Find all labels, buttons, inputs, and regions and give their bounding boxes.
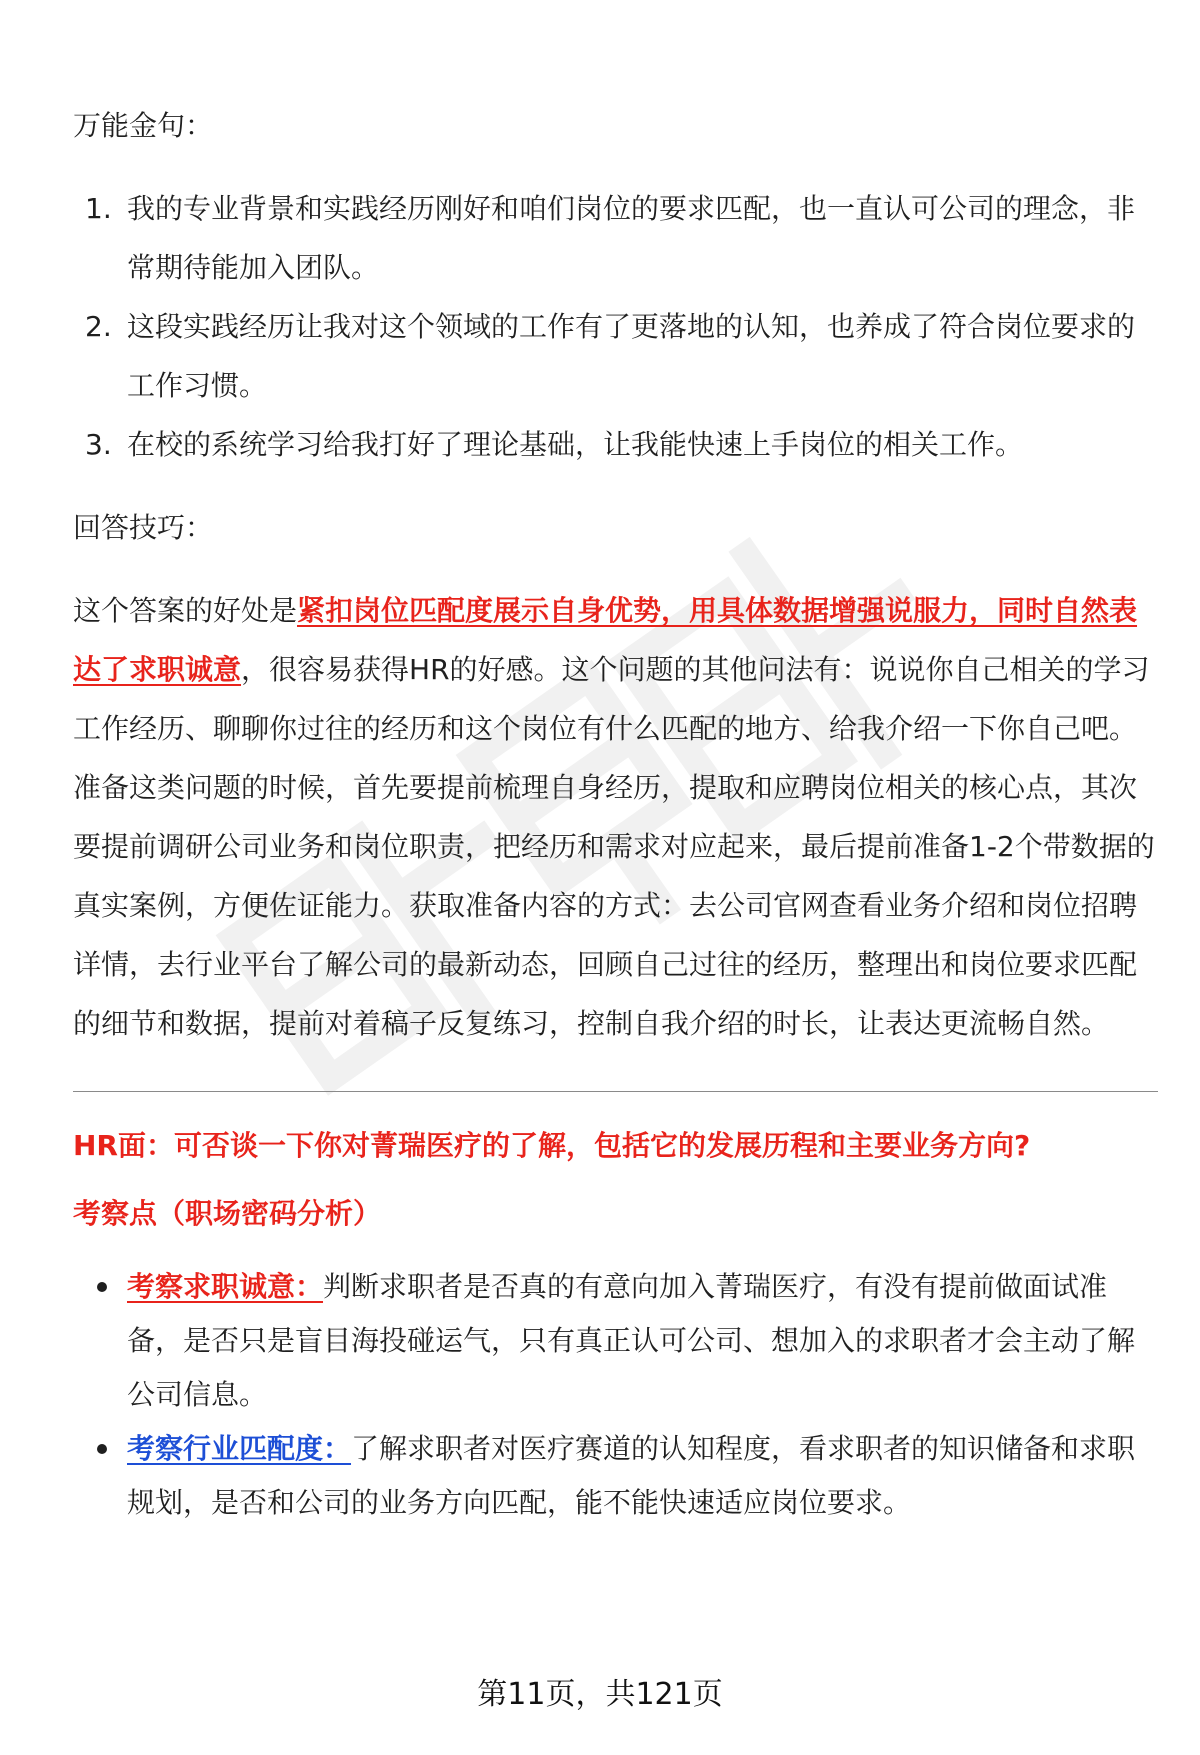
list-number: 3. xyxy=(85,428,112,461)
bullet-label: 考察行业匹配度： xyxy=(127,1432,352,1465)
interview-question: HR面：可否谈一下你对菁瑞医疗的了解，包括它的发展历程和主要业务方向? xyxy=(73,1129,1031,1162)
section-divider xyxy=(73,1091,1158,1092)
list-item-text: 我的专业背景和实践经历刚好和咱们岗位的要求匹配，也一直认可公司的理念，非常期待能加入团队。 xyxy=(127,192,1136,284)
analysis-list xyxy=(73,1260,1158,1530)
list-number: 1. xyxy=(85,192,112,225)
list-item xyxy=(73,297,1158,415)
list-item xyxy=(73,1260,1158,1422)
list-item xyxy=(73,179,1158,297)
phrases-list xyxy=(73,179,1158,474)
list-item-text: 在校的系统学习给我打好了理论基础，让我能快速上手岗位的相关工作。 xyxy=(127,428,1024,461)
page-number: 第11页，共121页 xyxy=(477,1677,723,1712)
bullet-icon xyxy=(97,1282,107,1292)
list-item-text: 这段实践经历让我对这个领域的工作有了更落地的认知，也养成了符合岗位要求的工作习惯。 xyxy=(127,310,1136,402)
tips-highlight: 紧扣岗位匹配度展示自身优势，用具体数据增强说服力，同时自然表达了求职诚意 xyxy=(73,594,1138,686)
bullet-text: 了解求职者对医疗赛道的认知程度，看求职者的知识储备和求职规划，是否和公司的业务方向匹配，能不能快速适应岗位要求。 xyxy=(127,1432,1136,1519)
bullet-text: 判断求职者是否真的有意向加入菁瑞医疗，有没有提前做面试准备，是否只是盲目海投碰运气，只有真正认可公司、想加入的求职者才会主动了解公司信息。 xyxy=(127,1270,1136,1411)
section-label-phrases: 万能金句： xyxy=(73,109,214,142)
list-item xyxy=(73,1422,1158,1530)
section-label-tips: 回答技巧： xyxy=(73,511,214,544)
list-item xyxy=(73,415,1158,474)
bullet-icon xyxy=(97,1444,107,1454)
tips-body: ，很容易获得HR的好感。这个问题的其他问法有：说说你自己相关的学习工作经历、聊聊你过往的经历和这个岗位有什么匹配的地方、给我介绍一下你自己吧。准备这类问题的时候，首先要提前梳理自身经历，提取和应聘岗位相关的核心点，其次要提前调研公司业务和岗位职责，把经历和需求对应起来，最后提前准备1-2个带数据的真实案例，方便佐证能力。获取准备内容的方式：去公司官网查看业务介绍和岗位招聘详情，去行业平台了解公司的最新动态，回顾自己过往的经历，整理出和岗位要求匹配的细节和数据，提前对着稿子反复练习，控制自我介绍的时长，让表达更流畅自然。 xyxy=(73,653,1155,1040)
tips-paragraph xyxy=(73,581,1158,1053)
list-number: 2. xyxy=(85,310,112,343)
tips-lead: 这个答案的好处是 xyxy=(73,594,298,627)
main-content xyxy=(73,96,1158,1530)
bullet-label: 考察求职诚意： xyxy=(127,1270,324,1303)
analysis-subheading: 考察点（职场密码分析） xyxy=(73,1197,382,1230)
